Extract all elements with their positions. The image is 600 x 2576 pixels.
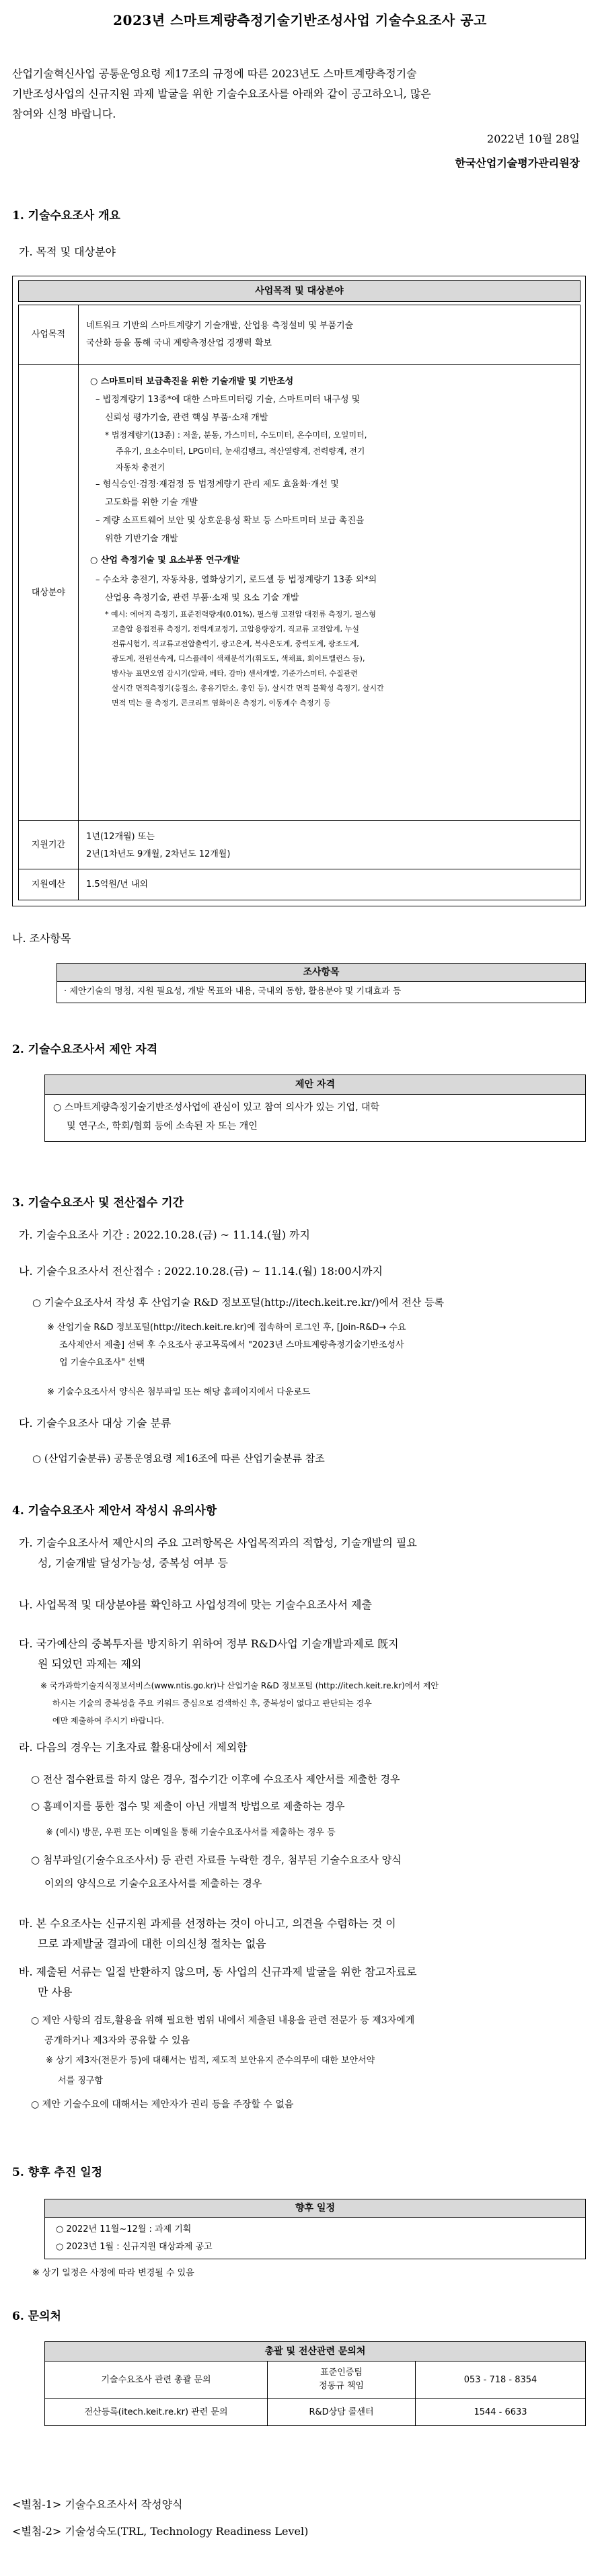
contact-table <box>44 2341 586 2426</box>
para-line: 다. 국가예산의 중복투자를 방지하기 위하여 정부 R&D사업 기술개발과제로 旣지 <box>19 1637 399 1650</box>
s3-circle1: ○ 기술수요조사서 작성 후 산업기술 R&D 정보포털(http://itech.keit.re.kr/)에서 전산 등록 <box>32 1296 445 1309</box>
budget-label: 지원예산 <box>31 880 66 890</box>
target-item: 고도화를 위한 기술 개발 <box>105 498 198 508</box>
eligibility-table <box>44 1075 586 1142</box>
para-line: 만 사용 <box>38 1986 73 1998</box>
target-item: * 예시: 에어지 측정기, 표준전력량계(0.01%), 필스형 고전압 대전류 측정기, 필스형 <box>105 610 376 619</box>
s4-da <box>19 1634 584 1674</box>
list-item: 서를 징구함 <box>58 2076 103 2086</box>
target-item: 신뢰성 평가기술, 관련 핵심 부품·소재 개발 <box>105 413 268 423</box>
section-3-heading: 3. 기술수요조사 및 전산접수 기간 <box>12 1196 184 1210</box>
target-item: 방사능 표면오염 감시기(알파, 베타, 감마) 센서개발, 기준가스미터, 수질관련 <box>112 669 358 678</box>
note-line: ※ 국가과학기술지식정보서비스(www.ntis.go.kr)나 산업기술 R&D 정보포털 (http://itech.keit.re.kr)에서 제안 <box>40 1681 439 1690</box>
note-line: 하시는 기술의 중복성을 주요 키워드 중심으로 검색하신 후, 중복성이 없다고 판단되는 경우 <box>52 1699 372 1708</box>
issuer-org: 한국산업기술평가관리원장 <box>455 157 580 169</box>
note-line: 조사제안서 제출] 선택 후 수요조사 공고목록에서 "2023년 스마트계량측정기술기반조성사 <box>59 1340 404 1350</box>
eligibility-line: ○ 스마트계량측정기술기반조성사업에 관심이 있고 참여 의사가 있는 기업, 대학 <box>53 1102 380 1113</box>
note-line: 업 기술수요조사" 선택 <box>59 1358 145 1368</box>
period-label: 지원기간 <box>31 840 66 850</box>
period-line: 1년(12개월) 또는 <box>86 832 155 842</box>
list-item: ※ 상기 제3자(전문가 등)에 대해서는 법적, 제도적 보안유지 준수의무에 대한 보안서약 <box>46 2056 375 2066</box>
eligibility-header: 제안 자격 <box>45 1075 585 1095</box>
target-item: 전류시험기, 직교류고전압출력기, 광고온계, 복사온도계, 중력도계, 광조도계, <box>112 639 359 648</box>
schedule-line: ○ 2022년 11월~12월 : 과제 기획 <box>56 2224 192 2234</box>
para-line: 성, 기술개발 달성가능성, 중복성 여부 등 <box>38 1557 228 1569</box>
section-6-heading: 6. 문의처 <box>12 2310 61 2323</box>
contact-team: 표준인증팀 <box>320 2368 363 2378</box>
intro-line: 기반조성사업의 신규지원 과제 발굴을 위한 기술수요조사를 아래와 같이 공고하오니, 많은 <box>12 87 431 100</box>
s4-ga <box>19 1533 584 1573</box>
period-text <box>86 828 230 863</box>
target-item: ○ 산업 측정기술 및 요소부품 연구개발 <box>90 555 240 565</box>
para-line: 마. 본 수요조사는 신규지원 과제를 선정하는 것이 아니고, 의견을 수렴하는 것 이 <box>19 1917 396 1930</box>
list-item: ○ 제안 사항의 검토,활용을 위해 필요한 범위 내에서 제출된 내용을 관련 전문가 등 제3자에게 <box>31 2015 415 2026</box>
survey-items-table <box>57 963 586 1003</box>
attachment-1: <별첨-1> 기술수요조사서 작성양식 <box>12 2498 183 2511</box>
target-item: ○ 스마트미터 보급촉진을 위한 기술개발 및 기반조성 <box>90 377 294 387</box>
target-item: 위한 기반기술 개발 <box>105 534 178 544</box>
schedule-table <box>44 2199 586 2259</box>
section-1-heading: 1. 기술수요조사 개요 <box>12 209 120 223</box>
list-item: 공개하거나 제3자와 공유할 수 있음 <box>44 2035 190 2046</box>
target-item: – 수소차 충전기, 자동차용, 열화상기기, 로드셀 등 법정계량기 13종 외*의 <box>96 575 377 585</box>
survey-items-text: · 제안기술의 명칭, 지원 필요성, 개발 목표와 내용, 국내외 동향, 활용분야 및 기대효과 등 <box>64 986 402 997</box>
s1-subheading-na: 나. 조사항목 <box>12 932 71 945</box>
purpose-line: 국산화 등을 통해 국내 계량측정산업 경쟁력 확보 <box>86 338 272 348</box>
contact-row-1-team <box>268 2366 415 2393</box>
target-item: * 법정계량기(13종) : 저울, 분동, 가스미터, 수도미터, 온수미터, 오일미터, <box>105 430 367 440</box>
target-content <box>86 373 573 711</box>
section-2-heading: 2. 기술수요조사서 제안 자격 <box>12 1043 158 1056</box>
s4-ra: 라. 다음의 경우는 기초자료 활용대상에서 제외함 <box>19 1741 248 1754</box>
para-line: 가. 기술수요조사서 제안시의 주요 고려항목은 사업목적과의 적합성, 기술개발의 필요 <box>19 1536 417 1549</box>
schedule-note: ※ 상기 일정은 사정에 따라 변경될 수 있음 <box>32 2268 194 2278</box>
target-item: 주유기, 요소수미터, LPG미터, 눈새김탱크, 적산열량계, 전력량계, 전기 <box>116 446 365 456</box>
note-line: ※ 산업기술 R&D 정보포털(http://itech.keit.re.kr)에 접속하여 로그인 후, [Join-R&D→ 수요 <box>47 1323 406 1333</box>
notice-date: 2022년 10월 28일 <box>487 132 580 145</box>
list-item: ※ (예시) 방문, 우편 또는 이메일을 통해 기술수요조사서를 제출하는 경우 등 <box>46 1828 336 1838</box>
schedule-header: 향후 일정 <box>45 2199 585 2218</box>
purpose-table <box>12 276 586 906</box>
s3-star1 <box>47 1319 585 1372</box>
schedule-text <box>56 2221 213 2256</box>
purpose-line: 네트워크 기반의 스마트계량기 기술개발, 산업용 측정설비 및 부품기술 <box>86 321 354 331</box>
target-label: 대상분야 <box>31 588 66 598</box>
s3-na: 나. 기술수요조사서 전산접수 : 2022.10.28.(금) ~ 11.14.(월) 18:00시까지 <box>19 1265 383 1278</box>
intro-line: 산업기술혁신사업 공통운영요령 제17조의 규정에 따른 2023년도 스마트계량측정기술 <box>12 67 417 80</box>
contact-row-2-phone: 1544 - 6633 <box>474 2407 527 2417</box>
note-line: 에만 제출하여 주시기 바랍니다. <box>52 1716 164 1725</box>
target-item: 광도계, 전원선속계, 디스플레이 색채분석기(휘도도, 색채표, 회이트밸런스 등), <box>112 654 365 663</box>
section-5-heading: 5. 향후 추진 일정 <box>12 2166 103 2179</box>
s4-ra-items <box>31 1766 589 1894</box>
budget-text: 1.5억원/년 내외 <box>86 880 148 890</box>
contact-row-2-label: 전산등록(itech.keit.re.kr) 관련 문의 <box>84 2407 228 2417</box>
intro-line: 참여와 신청 바랍니다. <box>12 108 116 120</box>
contact-row-1-phone: 053 - 718 - 8354 <box>463 2375 537 2385</box>
purpose-label: 사업목적 <box>31 329 66 340</box>
eligibility-line: 및 연구소, 학회/협회 등에 소속된 자 또는 개인 <box>67 1121 258 1132</box>
target-item: – 계량 소프트웨어 보안 및 상호운용성 확보 등 스마트미터 보급 촉진을 <box>96 516 365 526</box>
s4-da-star <box>40 1677 585 1729</box>
contact-row-2-team: R&D상담 콜센터 <box>309 2407 374 2417</box>
target-item: 자동차 충전기 <box>116 463 165 472</box>
list-item: ○ 첨부파일(기술수요조사서) 등 관련 자료를 누락한 경우, 첨부된 기술수요조사 양식 <box>31 1854 402 1866</box>
section-4-heading: 4. 기술수요조사 제안서 작성시 유의사항 <box>12 1504 217 1518</box>
intro-paragraph <box>12 64 588 124</box>
list-item: 이외의 양식으로 기술수요조사서를 제출하는 경우 <box>44 1877 262 1889</box>
survey-items-header: 조사항목 <box>57 964 585 982</box>
target-item: – 형식승인·검정·재검정 등 법정계량기 관리 제도 효율화·개선 및 <box>96 479 339 490</box>
purpose-table-grid <box>18 305 580 900</box>
s4-ba-items <box>31 2011 589 2118</box>
eligibility-text <box>53 1098 379 1136</box>
target-item: 면적 먹는 물 측정기, 콘크리트 염화이온 측정기, 이동계수 측정기 등 <box>112 699 331 707</box>
s1-subheading-ga: 가. 목적 및 대상분야 <box>19 245 116 258</box>
list-item: ○ 제안 기술수요에 대해서는 제안자가 권리 등을 주장할 수 없음 <box>31 2099 294 2110</box>
contact-person: 정동규 책임 <box>319 2381 364 2391</box>
s3-circle2: ○ (산업기술분류) 공통운영요령 제16조에 따른 산업기술분류 참조 <box>32 1452 325 1465</box>
para-line: 원 되었던 과제는 제외 <box>38 1657 142 1670</box>
target-item: 산업용 측정기술, 관련 부품·소재 및 요소 기술 개발 <box>105 593 299 603</box>
para-line: 므로 과제발굴 결과에 대한 이의신청 절차는 없음 <box>38 1937 266 1950</box>
contact-header: 총괄 및 전산관련 문의처 <box>45 2342 585 2362</box>
contact-row-1-label: 기술수요조사 관련 총괄 문의 <box>101 2375 211 2385</box>
s4-ma <box>19 1914 584 1954</box>
page-title: 2023년 스마트계량측정기술기반조성사업 기술수요조사 공고 <box>113 12 487 28</box>
s3-star2: ※ 기술수요조사서 양식은 첨부파일 또는 해당 홈페이지에서 다운로드 <box>47 1387 311 1397</box>
para-line: 바. 제출된 서류는 일절 반환하지 않으며, 동 사업의 신규과제 발굴을 위한 참고자료로 <box>19 1965 417 1978</box>
target-item: – 법정계량기 13종*에 대한 스마트미터링 기술, 스마트미터 내구성 및 <box>96 395 361 405</box>
purpose-table-header: 사업목적 및 대상분야 <box>18 280 580 302</box>
list-item: ○ 전산 접수완료를 하지 않은 경우, 접수기간 이후에 수요조사 제안서를 제출한 경우 <box>31 1773 400 1785</box>
schedule-line: ○ 2023년 1월 : 신규지원 대상과제 공고 <box>56 2242 213 2252</box>
s4-na: 나. 사업목적 및 대상분야를 확인하고 사업성격에 맞는 기술수요조사서 제출 <box>19 1598 372 1611</box>
target-item: 고출압 용접전류 측정기, 전력계교정기, 고압용량장기, 직교류 고전압계, 누설 <box>112 625 359 633</box>
s3-da: 다. 기술수요조사 대상 기술 분류 <box>19 1417 172 1430</box>
list-item: ○ 홈페이지를 통한 접수 및 제출이 아닌 개별적 방법으로 제출하는 경우 <box>31 1800 345 1812</box>
purpose-text <box>86 317 570 352</box>
s3-ga: 가. 기술수요조사 기간 : 2022.10.28.(금) ~ 11.14.(월) 까지 <box>19 1228 310 1241</box>
s4-ba <box>19 1962 584 2002</box>
period-line: 2년(1차년도 9개월, 2차년도 12개월) <box>86 849 231 859</box>
target-item: 살시간 면적측정기(응집소, 총유기탄소, 총인 등), 살시간 면적 불확성 측정기, 살시간 <box>112 684 384 693</box>
attachment-2: <별첨-2> 기술성숙도(TRL, Technology Readiness Level) <box>12 2525 309 2538</box>
